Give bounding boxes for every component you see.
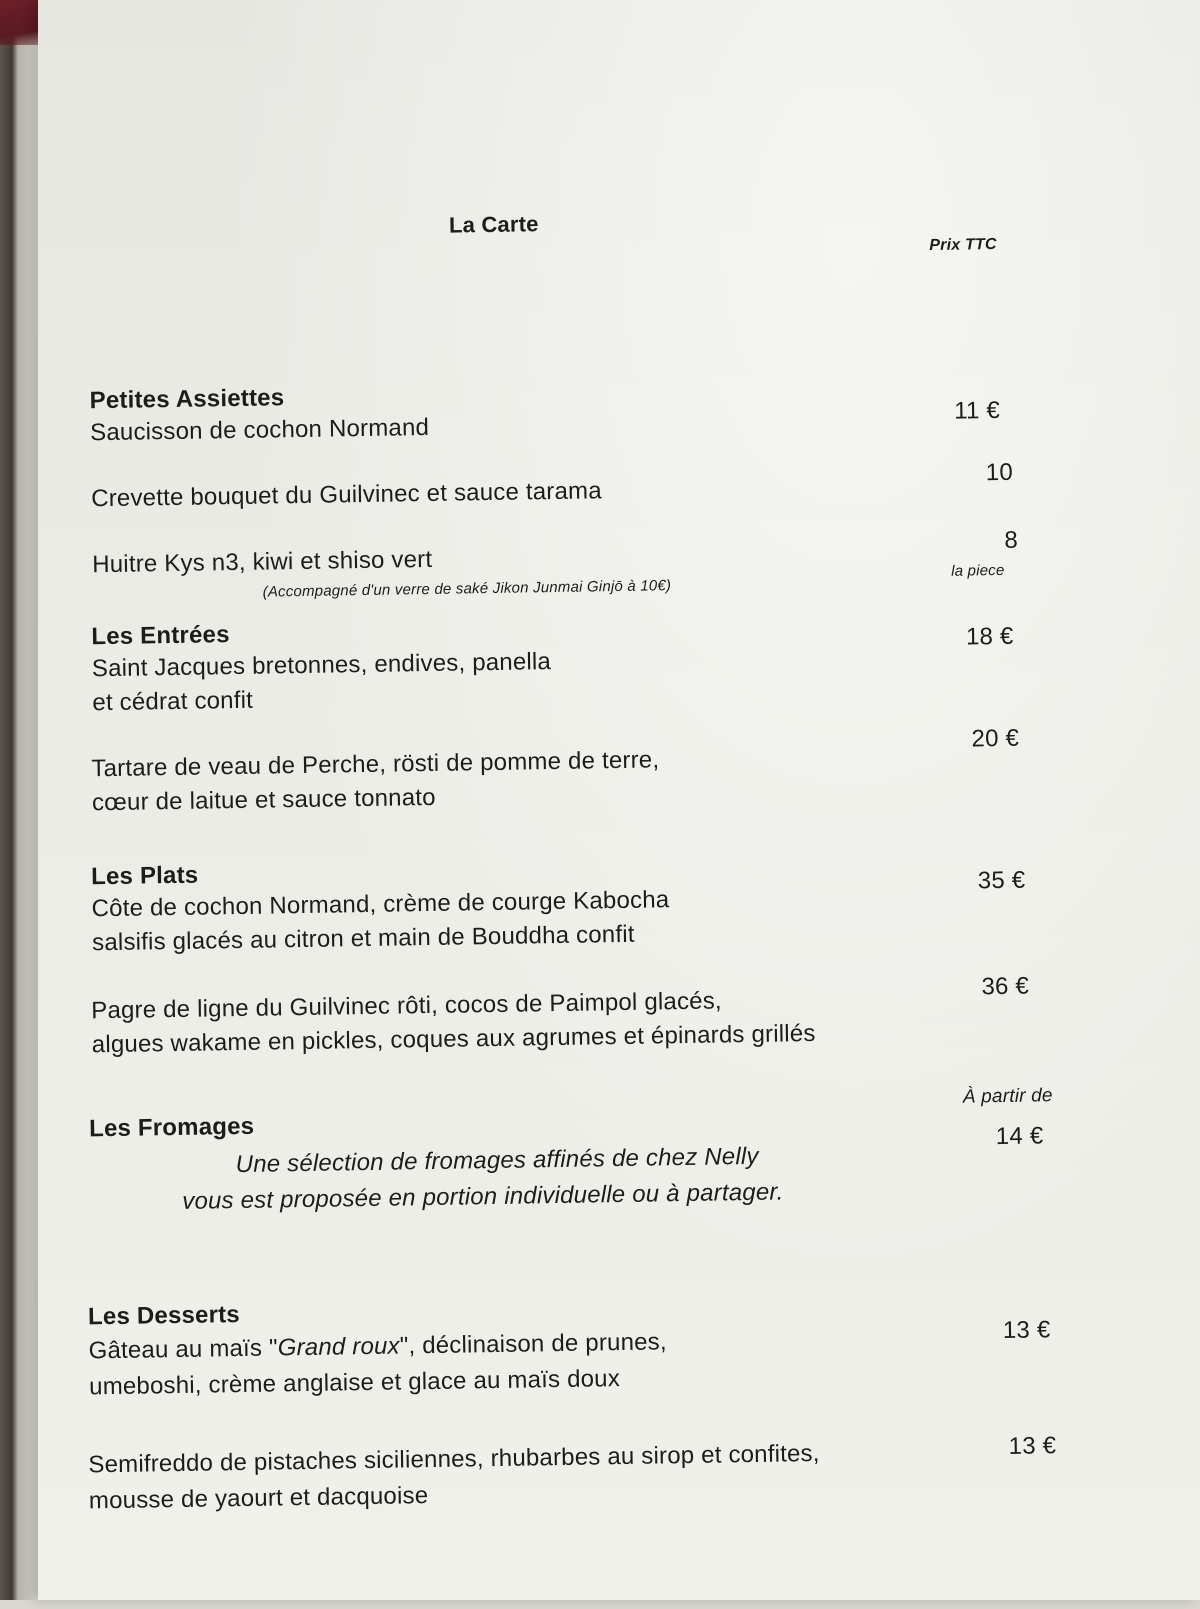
menu-item-price: 18 €: [965, 622, 1014, 651]
section-heading-fromages: Les Fromages: [88, 1112, 255, 1143]
menu-item-price: 8: [1004, 526, 1019, 554]
section-heading-plats: Les Plats: [90, 861, 199, 891]
menu-item-name: et cédrat confit: [92, 686, 254, 717]
menu-item-price: 13 €: [1002, 1316, 1051, 1345]
menu-item-name: algues wakame en pickles, coques aux agrumes et épinards grillés: [91, 1019, 816, 1059]
menu-page: [38, 0, 1200, 1600]
menu-item-name: Saint Jacques bretonnes, endives, panella: [91, 648, 552, 683]
menu-content: [26, 0, 1200, 1609]
menu-item-name-part: Gâteau au maïs ": [88, 1334, 278, 1365]
menu-item-description: Une sélection de fromages affinés de chez Nelly: [235, 1142, 759, 1179]
menu-item-price: 35 €: [977, 866, 1026, 895]
menu-item-name: cœur de laitue et sauce tonnato: [91, 783, 436, 817]
menu-item-price: 36 €: [981, 972, 1030, 1001]
section-heading-entrees: Les Entrées: [91, 621, 230, 651]
menu-item-name: Saucisson de cochon Normand: [89, 413, 430, 447]
menu-item-name-part: ", déclinaison de prunes,: [399, 1328, 667, 1360]
menu-item-name: mousse de yaourt et dacquoise: [88, 1482, 429, 1515]
menu-item-name: Semifreddo de pistaches siciliennes, rhubarbes au sirop et confites,: [88, 1439, 820, 1479]
menu-item-price: 20 €: [971, 724, 1020, 753]
menu-item-name: Côte de cochon Normand, crème de courge Kabocha: [91, 886, 670, 923]
menu-item-price: 13 €: [1008, 1432, 1057, 1460]
page-title: La Carte: [448, 211, 539, 238]
menu-item-name: salsifis glacés au citron et main de Bouddha confit: [91, 920, 635, 957]
menu-item-name: Crevette bouquet du Guilvinec et sauce tarama: [90, 477, 602, 513]
menu-item-name: umeboshi, crème anglaise et glace au maïs doux: [88, 1365, 621, 1401]
menu-item-price: 10: [985, 458, 1014, 487]
menu-item-note: (Accompagné d'un verre de saké Jikon Junmai Ginjō à 10€): [262, 577, 672, 601]
menu-item-name: Huitre Kys n3, kiwi et shiso vert: [92, 545, 433, 579]
section-heading-desserts: Les Desserts: [87, 1301, 241, 1331]
price-header: Prix TTC: [929, 235, 997, 255]
menu-item-name: Tartare de veau de Perche, rösti de pomme de terre,: [91, 746, 660, 783]
menu-item-price-unit: la piece: [951, 561, 1005, 580]
section-heading-petites-assiettes: Petites Assiettes: [89, 384, 285, 415]
menu-item-name-emphasis: Grand roux: [277, 1332, 400, 1362]
menu-item-description: vous est proposée en portion individuelle ou à partager.: [182, 1178, 784, 1215]
menu-item-price: 14 €: [995, 1122, 1044, 1151]
menu-item-price: 11 €: [953, 396, 1001, 425]
menu-item-name: Pagre de ligne du Guilvinec rôti, cocos de Paimpol glacés,: [91, 987, 722, 1025]
price-prefix: À partir de: [962, 1085, 1053, 1108]
